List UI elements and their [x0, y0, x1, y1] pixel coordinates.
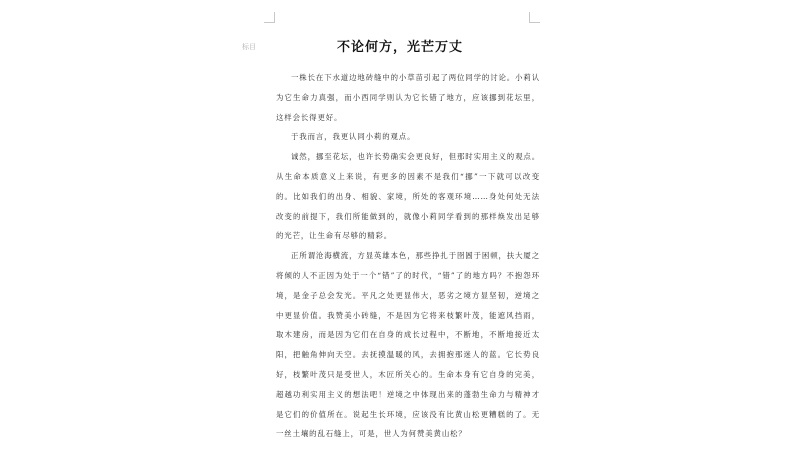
document-body: [276, 68, 540, 444]
document-title: 不论何方，光芒万丈: [336, 40, 463, 55]
margin-note: 标目: [242, 43, 256, 51]
paragraph-3: 诚然，挪至花坛，也许长势确实会更良好，但那时实用主义的观点。从生命本质意义上来说，有更多的因素不是我们“挪”一下就可以改变的。比如我们的出身、相貌、家境，所处的客观环境……身处何处无法改变的前提下，我们所能做到的，就像小莉同学看到的那样焕发出足够的光芒，让生命有尽够的精彩。: [276, 152, 540, 241]
page-corner-mark-left: [264, 12, 275, 23]
paragraph-2: 于我而言，我更认同小莉的观点。: [291, 132, 416, 142]
document-page: [242, 0, 544, 453]
page-corner-mark-right: [529, 12, 540, 23]
paragraph-1: 一株长在下水道边地砖缝中的小草苗引起了两位同学的讨论。小莉认为它生命力真强，而小西同学则认为它长错了地方，应该挪到花坛里，这样会长得更好。: [276, 73, 540, 122]
paragraph-4: 正所谓沧海横流，方显英雄本色，那些挣扎于囹圄于困顿，扶大厦之将倾的人不正因为处于一个“错”了的时代，“错”了的地方吗？不抱怨环境，是金子总会发光。平凡之处更显伟大，恶劣之境方显坚韧，逆境之中更显价值。我赞美小砖缝，不是因为它将来枝繁叶茂，能遮风挡雨，取木建房，而是因为它们在自身的成长过程中，不断地，不断地接近太阳，把触角伸向天空。去抚摸温暖的风，去拥抱那迷人的蓝。它长势良好，枝繁叶茂只是受世人，木匠所关心的。生命本身有它自身的完美，超越功利实用主义的想法吧！逆境之中体现出来的蓬勃生命力与精神才是它们的价值所在。说起生长环境，应该没有比黄山松更糟糕的了。无一丝土壤的乱石缝上，可是，世人为何赞美黄山松？: [276, 251, 540, 439]
